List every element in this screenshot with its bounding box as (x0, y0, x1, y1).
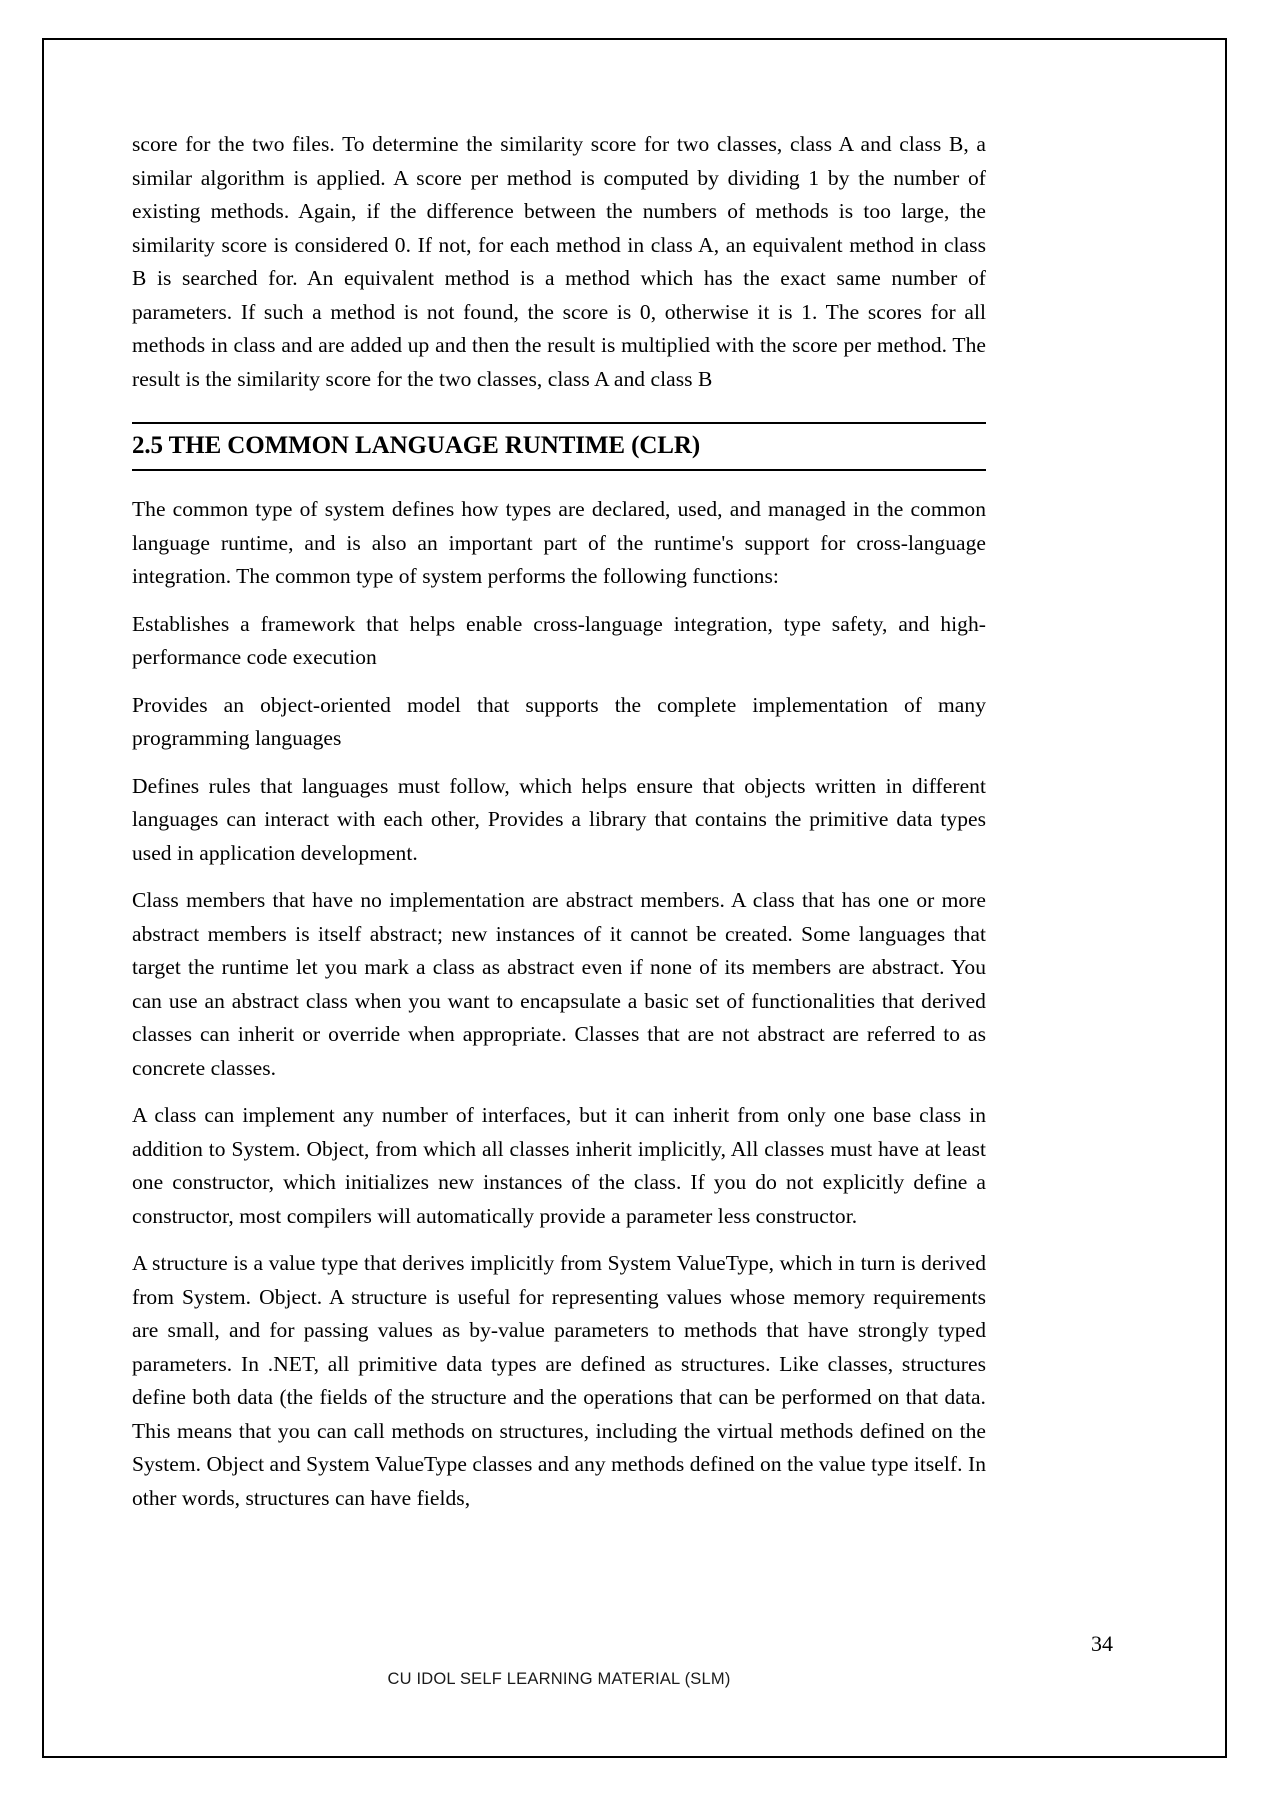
paragraph-bullet-3: Defines rules that languages must follow, which helps ensure that objects written in different languages can interact with each other, Provides a library that contains the primitive data types used in application development. (132, 773, 986, 865)
section-title: 2.5 THE COMMON LANGUAGE RUNTIME (CLR) (132, 432, 701, 459)
paragraph-structures: A structure is a value type that derives implicitly from System ValueType, which in turn is derived from System. Object. A structure is useful for representing values whose memory requirements are small, and for passing values as by-value parameters to methods that have strongly typed parameters. In .NET, all primitive data types are defined as structures. Like classes, structures define both data (the fields of the structure and the operations that can be performed on that data. This means that you can call methods on structures, including the virtual methods defined on the System. Object and System ValueType classes and any methods defined on the value type itself. In other words, structures can have fields, (132, 1251, 986, 1510)
footer-text: CU IDOL SELF LEARNING MATERIAL (SLM) (387, 1670, 731, 1688)
paragraph-clr-intro: The common type of system defines how types are declared, used, and managed in the common language runtime, and is also an important part of the runtime's support for cross-language integration. The common type of system performs the following functions: (132, 497, 986, 588)
paragraph-intro: score for the two files. To determine the similarity score for two classes, class A and class B, a similar algorithm is applied. A score per method is computed by dividing 1 by the number of existing methods. Again, if the difference between the numbers of methods is too large, the similarity score is considered 0. If not, for each method in class A, an equivalent method in class B is searched for. An equivalent method is a method which has the exact same number of parameters. If such a method is not found, the score is 0, otherwise it is 1. The scores for all methods in class and are added up and then the result is multiplied with the score per method. The result is the similarity score for the two classes, class A and class B (132, 132, 986, 391)
document-content (132, 128, 986, 1515)
paragraph-abstract-members: Class members that have no implementation are abstract members. A class that has one or more abstract members is itself abstract; new instances of it cannot be created. Some languages that target the runtime let you mark a class as abstract even if none of its members are abstract. You can use an abstract class when you want to encapsulate a basic set of functionalities that derived classes can inherit or override when appropriate. Classes that are not abstract are referred to as concrete classes. (132, 888, 986, 1080)
paragraph-interfaces: A class can implement any number of interfaces, but it can inherit from only one base class in addition to System. Object, from which all classes inherit implicitly, All classes must have at least one constructor, which initializes new instances of the class. If you do not explicitly define a constructor, most compilers will automatically provide a parameter less constructor. (132, 1103, 986, 1228)
page-footer (132, 1670, 986, 1689)
paragraph-bullet-1: Establishes a framework that helps enable cross-language integration, type safety, and high-performance code execution (132, 611, 986, 669)
paragraph-bullet-2: Provides an object-oriented model that supports the complete implementation of many programming languages (132, 692, 986, 750)
page-border (42, 38, 1227, 1758)
page-number: 34 (1091, 1631, 1113, 1656)
section-heading-block (132, 422, 986, 471)
